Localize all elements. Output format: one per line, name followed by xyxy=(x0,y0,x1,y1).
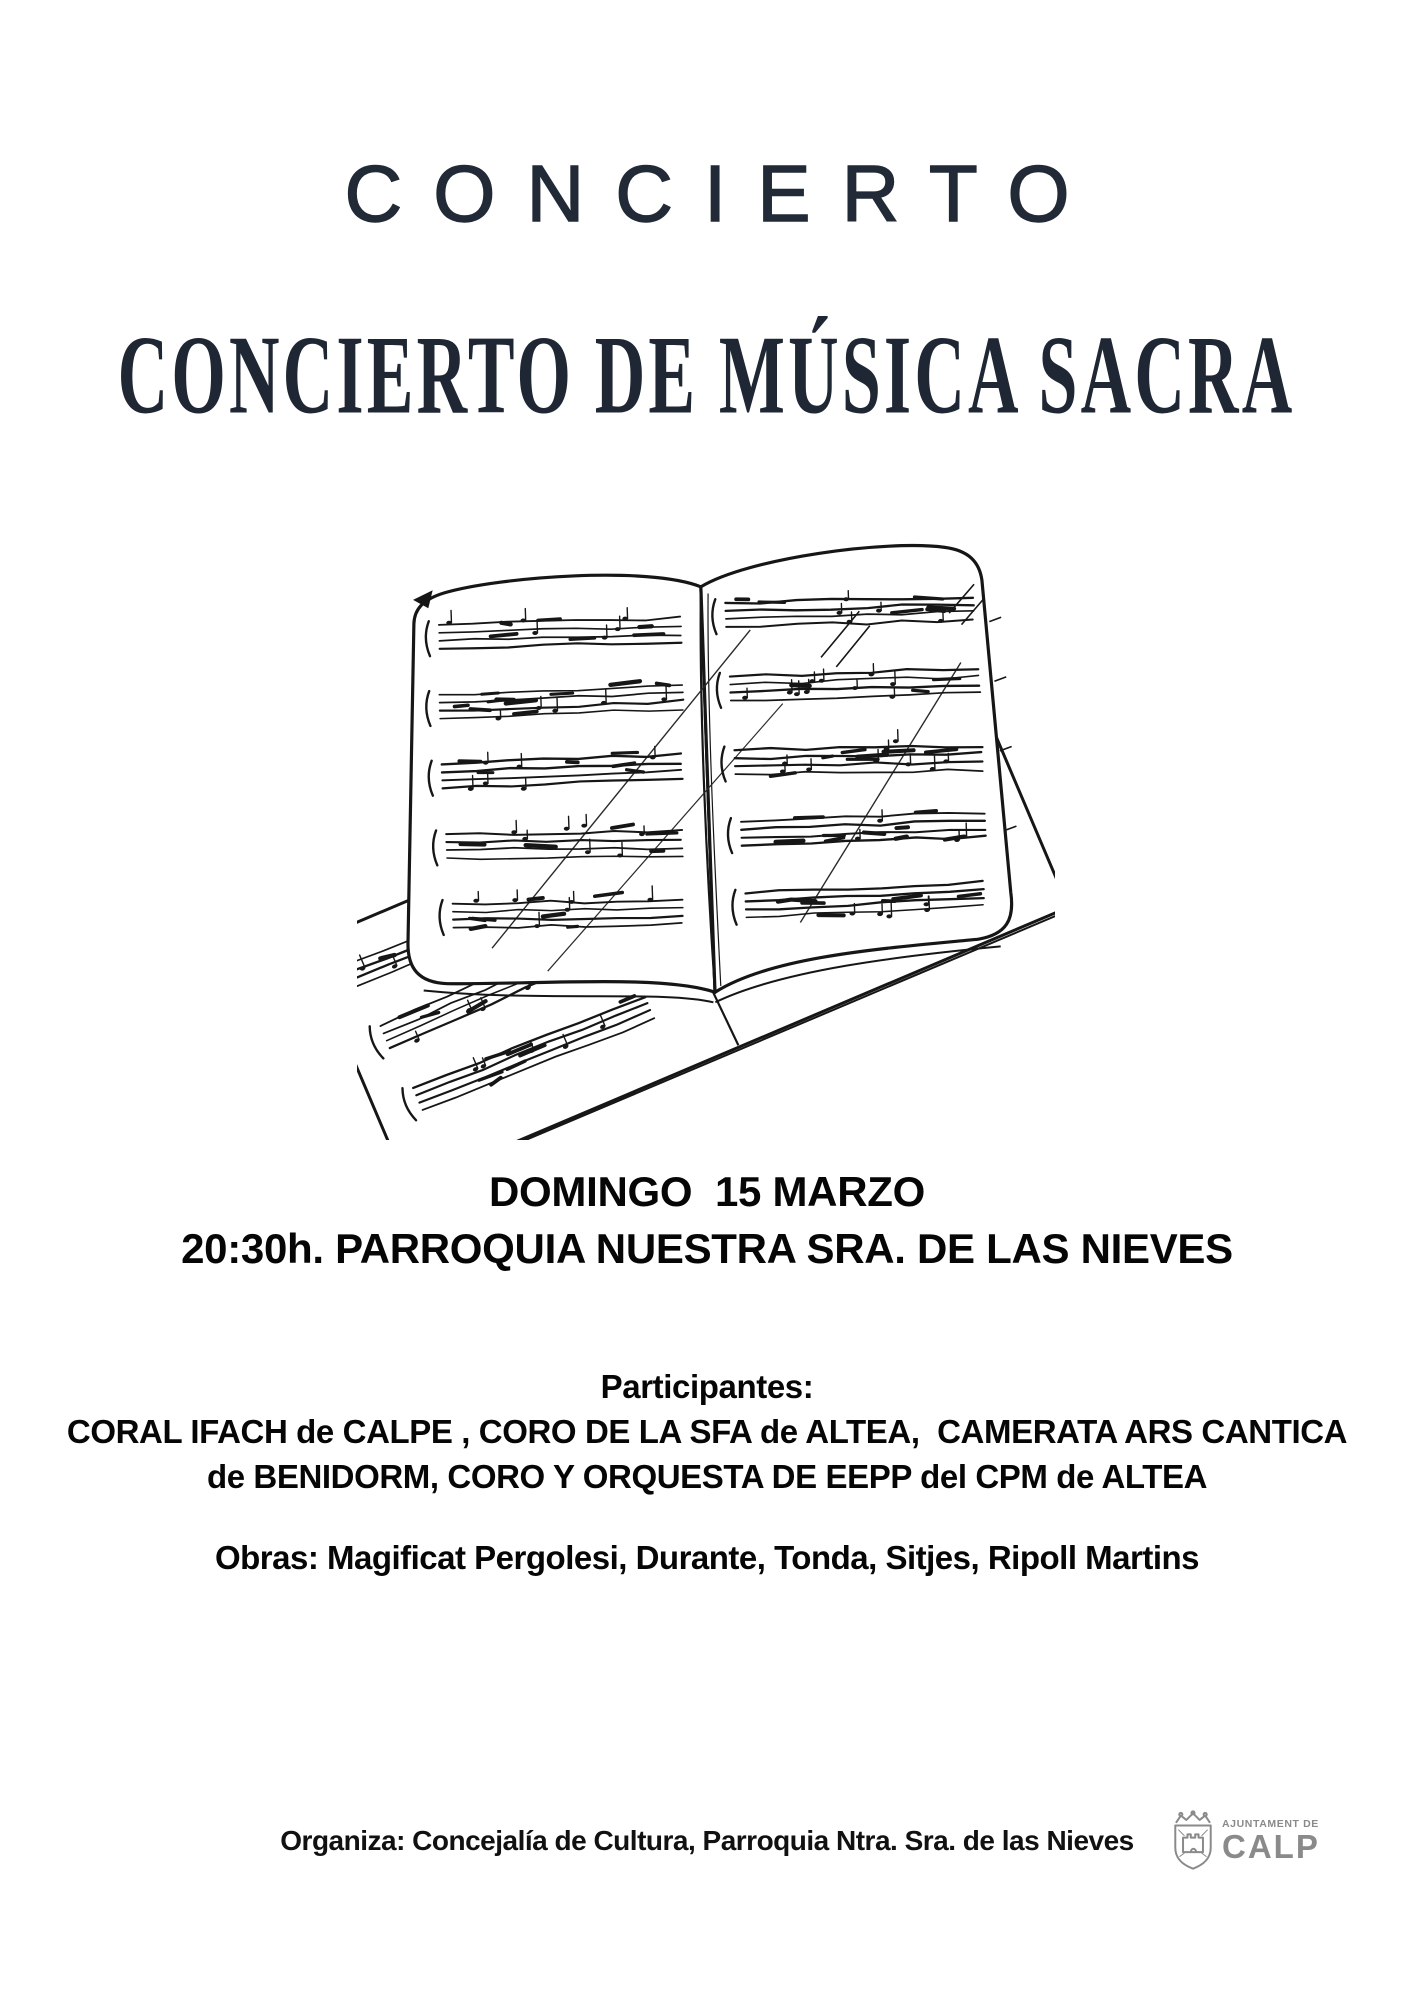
sheet-music-sketch-icon xyxy=(357,512,1055,1140)
logo-name-text: CALP xyxy=(1222,1827,1320,1865)
participants-line-1: CORAL IFACH de CALPE , CORO DE LA SFA de ALTEA, CAMERATA ARS CANTICA xyxy=(66,1413,1348,1450)
organizer-line: Organiza: Concejalía de Cultura, Parroquia Ntra. Sra. de las Nieves xyxy=(280,1825,1134,1856)
works-line: Obras: Magificat Pergolesi, Durante, Tonda, Sitjes, Ripoll Martins xyxy=(214,1539,1200,1576)
participants-heading: Participantes: xyxy=(600,1368,814,1405)
participants-line-2: de BENIDORM, CORO Y ORQUESTA DE EEPP del CPM de ALTEA xyxy=(206,1458,1208,1495)
calp-logo xyxy=(1168,1810,1320,1872)
logo-top-text: AJUNTAMENT DE xyxy=(1222,1818,1319,1831)
schedule-block xyxy=(0,1163,1414,1277)
sheet-music-illustration xyxy=(357,512,1055,1140)
schedule-date: DOMINGO 15 MARZO xyxy=(489,1168,925,1215)
schedule-venue: 20:30h. PARROQUIA NUESTRA SRA. DE LAS NIEVES xyxy=(181,1225,1233,1272)
poster-title: CONCIERTO DE MÚSICA SACRA xyxy=(118,313,1296,438)
calp-coat-of-arms-icon xyxy=(1168,1810,1218,1872)
participants-block xyxy=(0,1364,1414,1499)
poster-kicker: CONCIERTO xyxy=(344,149,1101,238)
poster-title-wrap xyxy=(0,312,1414,438)
